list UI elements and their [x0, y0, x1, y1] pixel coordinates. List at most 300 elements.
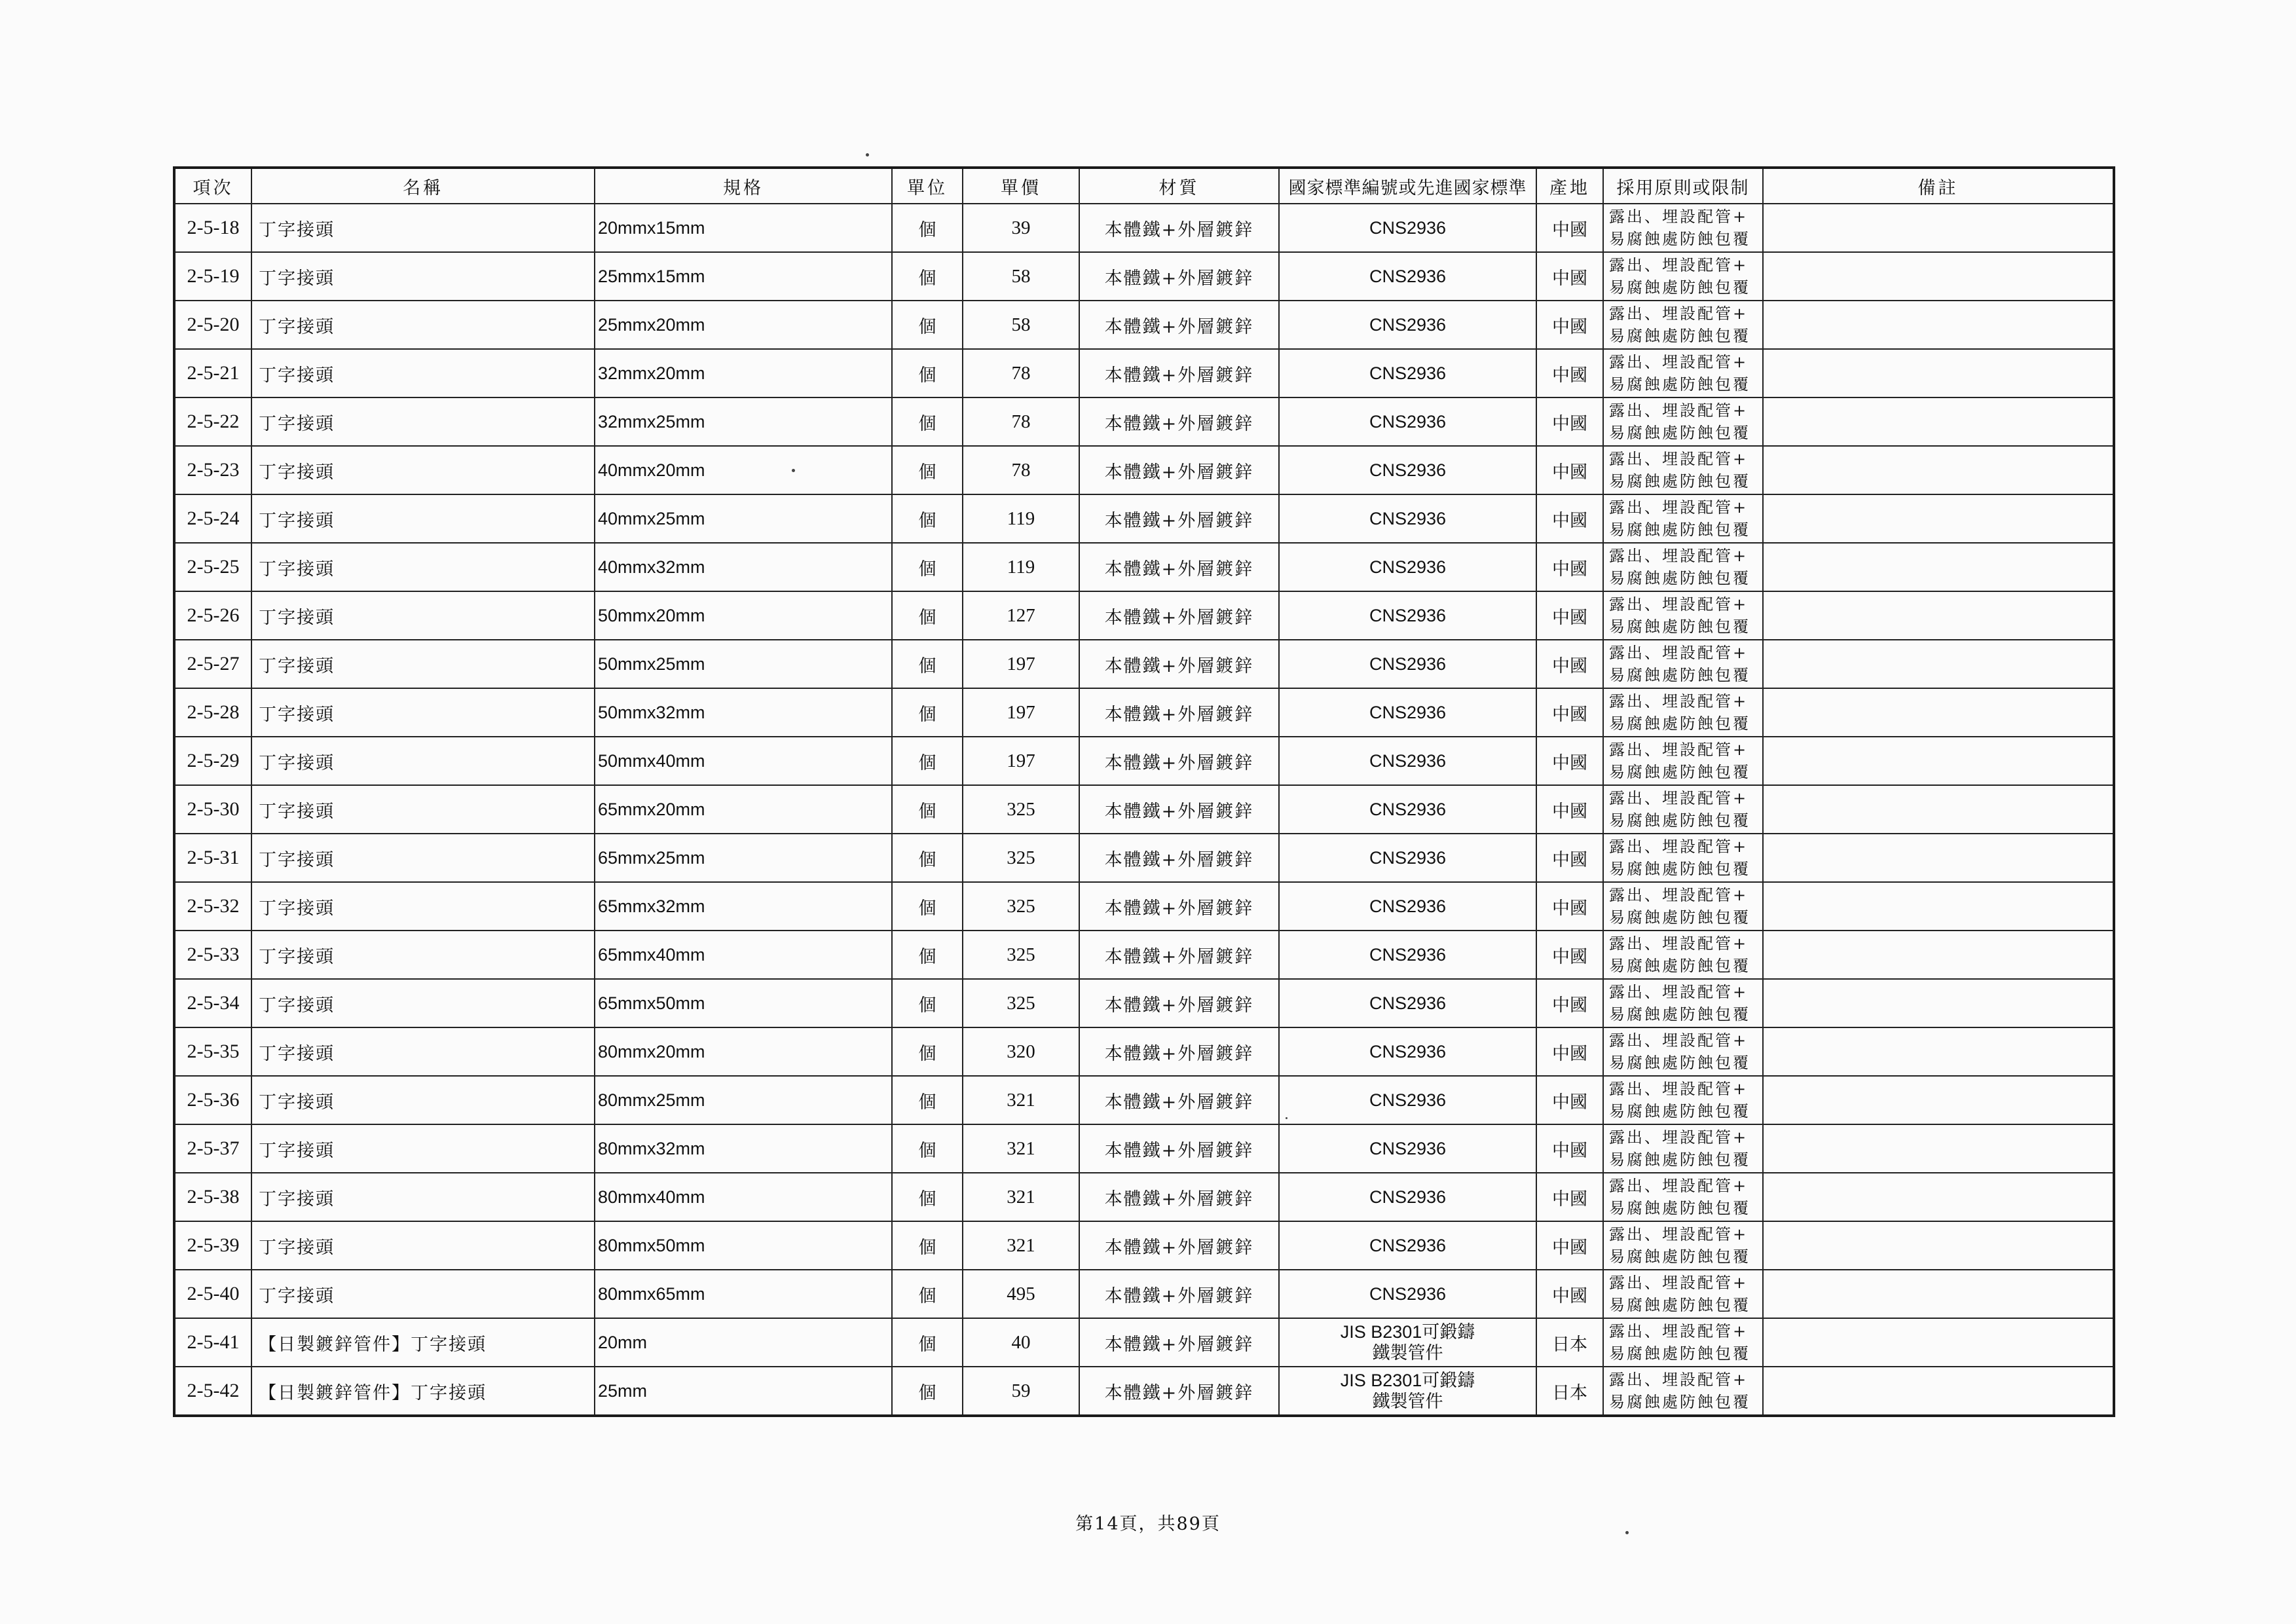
cell-standard — [1279, 1173, 1536, 1221]
cell-standard — [1279, 640, 1536, 688]
cell-principle — [1603, 1270, 1763, 1318]
cell-origin: 中國 — [1536, 397, 1603, 446]
cell-price: 119 — [963, 494, 1079, 543]
cell-material: 本體鐵+外層鍍鋅 — [1079, 349, 1279, 397]
cell-item: 2-5-34 — [174, 979, 251, 1027]
cell-remark — [1763, 543, 2114, 591]
cell-material: 本體鐵+外層鍍鋅 — [1079, 204, 1279, 252]
cell-origin: 中國 — [1536, 979, 1603, 1027]
cell-spec: 80mmx32mm — [595, 1124, 892, 1173]
cell-remark — [1763, 1124, 2114, 1173]
cell-price: 78 — [963, 397, 1079, 446]
table-row — [174, 1270, 2114, 1318]
principle-line: 易腐蝕處防蝕包覆 — [1609, 1247, 1750, 1266]
cell-spec: 40mmx32mm — [595, 543, 892, 591]
cell-origin: 中國 — [1536, 1173, 1603, 1221]
table-row — [174, 349, 2114, 397]
table-row — [174, 1173, 2114, 1221]
cell-name: 【日製鍍鋅管件】丁字接頭 — [251, 1318, 595, 1367]
cell-name: 丁字接頭 — [251, 349, 595, 397]
principle-line: 易腐蝕處防蝕包覆 — [1609, 1102, 1750, 1120]
principle-line: 易腐蝕處防蝕包覆 — [1609, 1344, 1750, 1363]
principle-line: 露出、埋設配管+ — [1609, 983, 1749, 1001]
principle-line: 露出、埋設配管+ — [1609, 789, 1749, 807]
cell-principle — [1603, 688, 1763, 737]
cell-remark — [1763, 397, 2114, 446]
standard-line: CNS2936 — [1369, 1042, 1447, 1061]
cell-spec: 65mmx50mm — [595, 979, 892, 1027]
cell-spec: 65mmx20mm — [595, 785, 892, 834]
cell-name: 丁字接頭 — [251, 446, 595, 494]
table-row — [174, 591, 2114, 640]
cell-price: 197 — [963, 688, 1079, 737]
cell-name: 丁字接頭 — [251, 688, 595, 737]
cell-material: 本體鐵+外層鍍鋅 — [1079, 494, 1279, 543]
scan-speck — [866, 153, 869, 157]
principle-line: 露出、埋設配管+ — [1609, 1225, 1749, 1244]
cell-material: 本體鐵+外層鍍鋅 — [1079, 1318, 1279, 1367]
principle-line: 易腐蝕處防蝕包覆 — [1609, 424, 1750, 442]
principle-line: 易腐蝕處防蝕包覆 — [1609, 521, 1750, 539]
cell-item: 2-5-40 — [174, 1270, 251, 1318]
cell-name: 丁字接頭 — [251, 1173, 595, 1221]
cell-price: 321 — [963, 1076, 1079, 1124]
cell-unit: 個 — [892, 301, 963, 349]
cell-price: 197 — [963, 737, 1079, 785]
header-material: 材質 — [1079, 168, 1279, 204]
header-price: 單價 — [963, 168, 1079, 204]
cell-item: 2-5-33 — [174, 931, 251, 979]
cell-unit: 個 — [892, 785, 963, 834]
principle-line: 露出、埋設配管+ — [1609, 838, 1749, 856]
cell-unit: 個 — [892, 397, 963, 446]
principle-line: 易腐蝕處防蝕包覆 — [1609, 860, 1750, 878]
cell-standard — [1279, 1124, 1536, 1173]
principle-line: 易腐蝕處防蝕包覆 — [1609, 714, 1750, 733]
cell-remark — [1763, 1027, 2114, 1076]
principle-line: 露出、埋設配管+ — [1609, 1371, 1749, 1389]
cell-name: 丁字接頭 — [251, 591, 595, 640]
cell-origin: 中國 — [1536, 543, 1603, 591]
cell-item: 2-5-26 — [174, 591, 251, 640]
cell-item: 2-5-32 — [174, 882, 251, 931]
cell-spec: 80mmx25mm — [595, 1076, 892, 1124]
cell-price: 40 — [963, 1318, 1079, 1367]
cell-price: 119 — [963, 543, 1079, 591]
principle-line: 露出、埋設配管+ — [1609, 741, 1749, 759]
cell-item: 2-5-23 — [174, 446, 251, 494]
cell-standard — [1279, 1367, 1536, 1416]
standard-line: CNS2936 — [1369, 1090, 1447, 1110]
cell-name: 丁字接頭 — [251, 252, 595, 301]
cell-material: 本體鐵+外層鍍鋅 — [1079, 252, 1279, 301]
cell-item: 2-5-21 — [174, 349, 251, 397]
principle-line: 露出、埋設配管+ — [1609, 886, 1749, 904]
principle-line: 易腐蝕處防蝕包覆 — [1609, 1296, 1750, 1314]
cell-remark — [1763, 1221, 2114, 1270]
cell-remark — [1763, 785, 2114, 834]
cell-price: 325 — [963, 882, 1079, 931]
table-row — [174, 397, 2114, 446]
cell-principle — [1603, 640, 1763, 688]
scan-speck — [1286, 1117, 1287, 1119]
principle-line: 露出、埋設配管+ — [1609, 498, 1749, 517]
cell-remark — [1763, 591, 2114, 640]
cell-material: 本體鐵+外層鍍鋅 — [1079, 1173, 1279, 1221]
principle-line: 露出、埋設配管+ — [1609, 353, 1749, 371]
cell-origin: 中國 — [1536, 1221, 1603, 1270]
cell-origin: 中國 — [1536, 688, 1603, 737]
cell-remark — [1763, 1173, 2114, 1221]
header-name: 名稱 — [251, 168, 595, 204]
standard-line: CNS2936 — [1369, 703, 1447, 722]
standard-line: CNS2936 — [1369, 412, 1447, 432]
standard-line: CNS2936 — [1369, 993, 1447, 1013]
principle-line: 露出、埋設配管+ — [1609, 304, 1749, 323]
standard-line: CNS2936 — [1369, 1139, 1447, 1158]
cell-item: 2-5-18 — [174, 204, 251, 252]
cell-name: 丁字接頭 — [251, 1221, 595, 1270]
cell-item: 2-5-35 — [174, 1027, 251, 1076]
standard-line: CNS2936 — [1369, 945, 1447, 965]
cell-item: 2-5-25 — [174, 543, 251, 591]
cell-remark — [1763, 494, 2114, 543]
principle-line: 易腐蝕處防蝕包覆 — [1609, 957, 1750, 975]
cell-price: 59 — [963, 1367, 1079, 1416]
cell-price: 321 — [963, 1173, 1079, 1221]
cell-principle — [1603, 1221, 1763, 1270]
cell-principle — [1603, 931, 1763, 979]
cell-standard — [1279, 591, 1536, 640]
cell-material: 本體鐵+外層鍍鋅 — [1079, 1367, 1279, 1416]
cell-price: 78 — [963, 349, 1079, 397]
principle-line: 易腐蝕處防蝕包覆 — [1609, 666, 1750, 684]
cell-spec: 50mmx20mm — [595, 591, 892, 640]
scan-speck — [792, 469, 795, 472]
principle-line: 易腐蝕處防蝕包覆 — [1609, 375, 1750, 394]
cell-origin: 中國 — [1536, 252, 1603, 301]
cell-origin: 中國 — [1536, 737, 1603, 785]
table-row — [174, 301, 2114, 349]
cell-material: 本體鐵+外層鍍鋅 — [1079, 1221, 1279, 1270]
table-row — [174, 1367, 2114, 1416]
cell-origin: 中國 — [1536, 931, 1603, 979]
cell-origin: 日本 — [1536, 1367, 1603, 1416]
cell-spec: 65mmx25mm — [595, 834, 892, 882]
table-row — [174, 882, 2114, 931]
cell-remark — [1763, 688, 2114, 737]
cell-remark — [1763, 737, 2114, 785]
cell-standard — [1279, 882, 1536, 931]
cell-remark — [1763, 204, 2114, 252]
table-row — [174, 1124, 2114, 1173]
cell-spec: 80mmx50mm — [595, 1221, 892, 1270]
table-body — [174, 204, 2114, 1416]
cell-unit: 個 — [892, 1173, 963, 1221]
cell-name: 丁字接頭 — [251, 785, 595, 834]
cell-material: 本體鐵+外層鍍鋅 — [1079, 1270, 1279, 1318]
cell-standard — [1279, 204, 1536, 252]
cell-item: 2-5-20 — [174, 301, 251, 349]
cell-price: 321 — [963, 1124, 1079, 1173]
principle-line: 露出、埋設配管+ — [1609, 934, 1749, 953]
cell-price: 58 — [963, 301, 1079, 349]
cell-price: 321 — [963, 1221, 1079, 1270]
cell-principle — [1603, 591, 1763, 640]
cell-principle — [1603, 494, 1763, 543]
cell-item: 2-5-28 — [174, 688, 251, 737]
table-row — [174, 931, 2114, 979]
cell-remark — [1763, 931, 2114, 979]
principle-line: 露出、埋設配管+ — [1609, 1274, 1749, 1292]
cell-origin: 中國 — [1536, 785, 1603, 834]
principle-line: 露出、埋設配管+ — [1609, 1128, 1749, 1147]
principle-line: 易腐蝕處防蝕包覆 — [1609, 1005, 1750, 1024]
principle-line: 易腐蝕處防蝕包覆 — [1609, 1393, 1750, 1411]
cell-principle — [1603, 446, 1763, 494]
cell-principle — [1603, 204, 1763, 252]
cell-name: 丁字接頭 — [251, 204, 595, 252]
cell-unit: 個 — [892, 737, 963, 785]
cell-principle — [1603, 1318, 1763, 1367]
cell-material: 本體鐵+外層鍍鋅 — [1079, 591, 1279, 640]
cell-remark — [1763, 1318, 2114, 1367]
standard-line: 鐵製管件 — [1372, 1343, 1443, 1363]
cell-unit: 個 — [892, 543, 963, 591]
table-row — [174, 785, 2114, 834]
cell-material: 本體鐵+外層鍍鋅 — [1079, 543, 1279, 591]
cell-price: 78 — [963, 446, 1079, 494]
cell-principle — [1603, 1173, 1763, 1221]
cell-price: 39 — [963, 204, 1079, 252]
header-standard: 國家標準編號或先進國家標準 — [1279, 168, 1536, 204]
cell-origin: 中國 — [1536, 446, 1603, 494]
cell-material: 本體鐵+外層鍍鋅 — [1079, 785, 1279, 834]
table-row — [174, 834, 2114, 882]
cell-name: 丁字接頭 — [251, 979, 595, 1027]
cell-price: 325 — [963, 979, 1079, 1027]
cell-item: 2-5-38 — [174, 1173, 251, 1221]
cell-item: 2-5-30 — [174, 785, 251, 834]
standard-line: CNS2936 — [1369, 460, 1447, 480]
cell-name: 丁字接頭 — [251, 494, 595, 543]
principle-line: 露出、埋設配管+ — [1609, 1177, 1749, 1195]
cell-price: 320 — [963, 1027, 1079, 1076]
cell-unit: 個 — [892, 591, 963, 640]
cell-principle — [1603, 979, 1763, 1027]
standard-line: CNS2936 — [1369, 363, 1447, 383]
cell-principle — [1603, 1367, 1763, 1416]
cell-origin: 中國 — [1536, 1076, 1603, 1124]
cell-spec: 80mmx20mm — [595, 1027, 892, 1076]
cell-item: 2-5-42 — [174, 1367, 251, 1416]
cell-standard — [1279, 737, 1536, 785]
cell-material: 本體鐵+外層鍍鋅 — [1079, 640, 1279, 688]
cell-unit: 個 — [892, 446, 963, 494]
header-spec: 規格 — [595, 168, 892, 204]
cell-name: 丁字接頭 — [251, 882, 595, 931]
cell-spec: 50mmx32mm — [595, 688, 892, 737]
cell-remark — [1763, 1270, 2114, 1318]
cell-item: 2-5-19 — [174, 252, 251, 301]
standard-line: CNS2936 — [1369, 606, 1447, 625]
cell-principle — [1603, 1027, 1763, 1076]
cell-item: 2-5-39 — [174, 1221, 251, 1270]
cell-unit: 個 — [892, 834, 963, 882]
standard-line: CNS2936 — [1369, 509, 1447, 528]
cell-unit: 個 — [892, 349, 963, 397]
principle-line: 易腐蝕處防蝕包覆 — [1609, 327, 1750, 345]
principle-line: 露出、埋設配管+ — [1609, 450, 1749, 468]
cell-unit: 個 — [892, 931, 963, 979]
cell-price: 58 — [963, 252, 1079, 301]
cell-principle — [1603, 543, 1763, 591]
cell-principle — [1603, 397, 1763, 446]
table-row — [174, 737, 2114, 785]
cell-item: 2-5-41 — [174, 1318, 251, 1367]
cell-standard — [1279, 446, 1536, 494]
cell-name: 丁字接頭 — [251, 1027, 595, 1076]
cell-material: 本體鐵+外層鍍鋅 — [1079, 882, 1279, 931]
principle-line: 易腐蝕處防蝕包覆 — [1609, 230, 1750, 248]
cell-origin: 中國 — [1536, 882, 1603, 931]
cell-unit: 個 — [892, 1027, 963, 1076]
cell-standard — [1279, 397, 1536, 446]
cell-item: 2-5-27 — [174, 640, 251, 688]
cell-principle — [1603, 882, 1763, 931]
cell-unit: 個 — [892, 1124, 963, 1173]
principle-line: 露出、埋設配管+ — [1609, 208, 1749, 226]
cell-origin: 日本 — [1536, 1318, 1603, 1367]
cell-spec: 80mmx40mm — [595, 1173, 892, 1221]
cell-principle — [1603, 737, 1763, 785]
cell-remark — [1763, 640, 2114, 688]
principle-line: 易腐蝕處防蝕包覆 — [1609, 1151, 1750, 1169]
standard-line: JIS B2301可鍛鑄 — [1340, 1371, 1475, 1390]
cell-standard — [1279, 931, 1536, 979]
principle-line: 易腐蝕處防蝕包覆 — [1609, 472, 1750, 490]
principle-line: 易腐蝕處防蝕包覆 — [1609, 811, 1750, 830]
cell-unit: 個 — [892, 204, 963, 252]
cell-name: 丁字接頭 — [251, 834, 595, 882]
cell-item: 2-5-36 — [174, 1076, 251, 1124]
principle-line: 易腐蝕處防蝕包覆 — [1609, 908, 1750, 927]
principle-line: 易腐蝕處防蝕包覆 — [1609, 569, 1750, 587]
table-row — [174, 1318, 2114, 1367]
table-header-row — [174, 168, 2114, 204]
cell-origin: 中國 — [1536, 204, 1603, 252]
principle-line: 露出、埋設配管+ — [1609, 692, 1749, 710]
cell-spec: 25mmx15mm — [595, 252, 892, 301]
cell-material: 本體鐵+外層鍍鋅 — [1079, 446, 1279, 494]
cell-origin: 中國 — [1536, 640, 1603, 688]
cell-unit: 個 — [892, 1076, 963, 1124]
cell-standard — [1279, 1027, 1536, 1076]
cell-unit: 個 — [892, 1367, 963, 1416]
principle-line: 露出、埋設配管+ — [1609, 1322, 1749, 1340]
cell-unit: 個 — [892, 1221, 963, 1270]
cell-price: 325 — [963, 931, 1079, 979]
cell-item: 2-5-37 — [174, 1124, 251, 1173]
cell-standard — [1279, 1076, 1536, 1124]
cell-name: 【日製鍍鋅管件】丁字接頭 — [251, 1367, 595, 1416]
price-list-table — [173, 166, 2115, 1417]
cell-remark — [1763, 882, 2114, 931]
cell-principle — [1603, 834, 1763, 882]
standard-line: CNS2936 — [1369, 751, 1447, 771]
cell-unit: 個 — [892, 688, 963, 737]
standard-line: CNS2936 — [1369, 848, 1447, 868]
cell-standard — [1279, 1318, 1536, 1367]
principle-line: 露出、埋設配管+ — [1609, 644, 1749, 662]
cell-origin: 中國 — [1536, 301, 1603, 349]
cell-origin: 中國 — [1536, 349, 1603, 397]
cell-price: 127 — [963, 591, 1079, 640]
table-row — [174, 543, 2114, 591]
cell-unit: 個 — [892, 979, 963, 1027]
cell-standard — [1279, 494, 1536, 543]
cell-spec: 50mmx40mm — [595, 737, 892, 785]
cell-remark — [1763, 301, 2114, 349]
principle-line: 易腐蝕處防蝕包覆 — [1609, 278, 1750, 297]
cell-material: 本體鐵+外層鍍鋅 — [1079, 1076, 1279, 1124]
standard-line: CNS2936 — [1369, 267, 1447, 286]
table-row — [174, 446, 2114, 494]
cell-material: 本體鐵+外層鍍鋅 — [1079, 737, 1279, 785]
standard-line: CNS2936 — [1369, 218, 1447, 238]
cell-unit: 個 — [892, 640, 963, 688]
cell-spec: 40mmx20mm — [595, 446, 892, 494]
cell-principle — [1603, 785, 1763, 834]
cell-material: 本體鐵+外層鍍鋅 — [1079, 931, 1279, 979]
cell-spec: 65mmx40mm — [595, 931, 892, 979]
cell-unit: 個 — [892, 1318, 963, 1367]
cell-name: 丁字接頭 — [251, 397, 595, 446]
cell-remark — [1763, 834, 2114, 882]
cell-material: 本體鐵+外層鍍鋅 — [1079, 1124, 1279, 1173]
cell-spec: 32mmx20mm — [595, 349, 892, 397]
page-number: 第14頁，共89頁 — [1075, 1514, 1221, 1534]
cell-principle — [1603, 349, 1763, 397]
header-remark: 備註 — [1763, 168, 2114, 204]
cell-spec: 25mm — [595, 1367, 892, 1416]
principle-line: 易腐蝕處防蝕包覆 — [1609, 763, 1750, 781]
principle-line: 易腐蝕處防蝕包覆 — [1609, 1199, 1750, 1217]
table-row — [174, 252, 2114, 301]
cell-name: 丁字接頭 — [251, 640, 595, 688]
cell-standard — [1279, 834, 1536, 882]
cell-price: 325 — [963, 834, 1079, 882]
cell-standard — [1279, 979, 1536, 1027]
standard-line: CNS2936 — [1369, 896, 1447, 916]
cell-standard — [1279, 1270, 1536, 1318]
cell-remark — [1763, 1076, 2114, 1124]
standard-line: CNS2936 — [1369, 654, 1447, 674]
cell-spec: 32mmx25mm — [595, 397, 892, 446]
cell-remark — [1763, 252, 2114, 301]
cell-remark — [1763, 979, 2114, 1027]
cell-name: 丁字接頭 — [251, 737, 595, 785]
cell-unit: 個 — [892, 1270, 963, 1318]
standard-line: CNS2936 — [1369, 557, 1447, 577]
cell-item: 2-5-22 — [174, 397, 251, 446]
table-row — [174, 1027, 2114, 1076]
cell-item: 2-5-24 — [174, 494, 251, 543]
standard-line: CNS2936 — [1369, 1187, 1447, 1207]
cell-price: 495 — [963, 1270, 1079, 1318]
table-row — [174, 494, 2114, 543]
cell-origin: 中國 — [1536, 1027, 1603, 1076]
